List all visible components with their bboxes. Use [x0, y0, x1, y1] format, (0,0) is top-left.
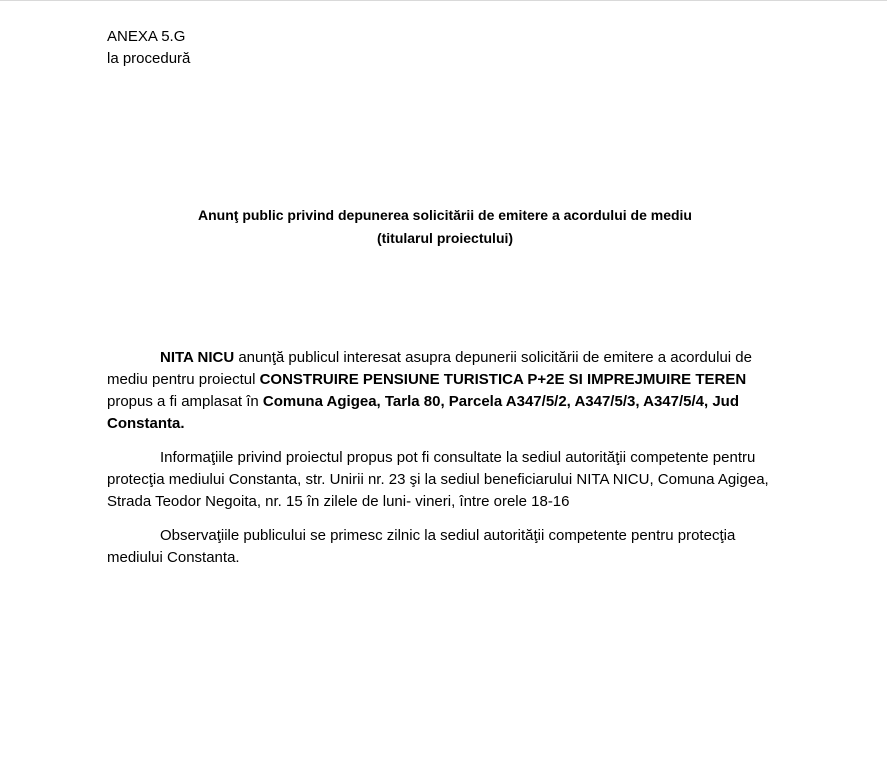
annex-label: ANEXA 5.G	[107, 28, 186, 45]
annex-header	[107, 26, 787, 70]
paragraph-announcement	[107, 347, 783, 435]
announcement-title	[107, 204, 783, 250]
paragraph-text-1: anunţă publicul interesat asupra depunerii solicitării de emitere a acordului de mediu pentru proiectul	[107, 349, 752, 388]
paragraph-observations: Observaţiile publicului se primesc zilnic la sediul autorităţii competente pentru protecţia mediului Constanta.	[107, 527, 736, 566]
page-top-border	[0, 0, 887, 1]
paragraph-information: Informaţiile privind proiectul propus pot fi consultate la sediul autorităţii competente pentru protecţia mediului Constanta, str. Unirii nr. 23 şi la sediul beneficiarului NITA NICU, Comuna Agigea, Strada Teodor Negoita, nr. 15 în zilele de luni- vineri, între orele 18-16	[107, 449, 769, 510]
titular-name: NITA NICU	[160, 349, 235, 366]
annex-procedure-label: la procedură	[107, 50, 191, 67]
title-line-1: Anunţ public privind depunerea solicitării de emitere a acordului de mediu	[198, 207, 692, 223]
project-location: Comuna Agigea, Tarla 80, Parcela A347/5/2, A347/5/3, A347/5/4, Jud Constanta.	[107, 393, 739, 432]
document-page	[107, 26, 787, 566]
title-line-2: (titularul proiectului)	[376, 230, 514, 246]
announcement-body	[107, 347, 783, 581]
project-name: CONSTRUIRE PENSIUNE TURISTICA P+2E SI IMPREJMUIRE TEREN	[259, 371, 747, 388]
paragraph-text-2: propus a fi amplasat în	[107, 393, 263, 410]
